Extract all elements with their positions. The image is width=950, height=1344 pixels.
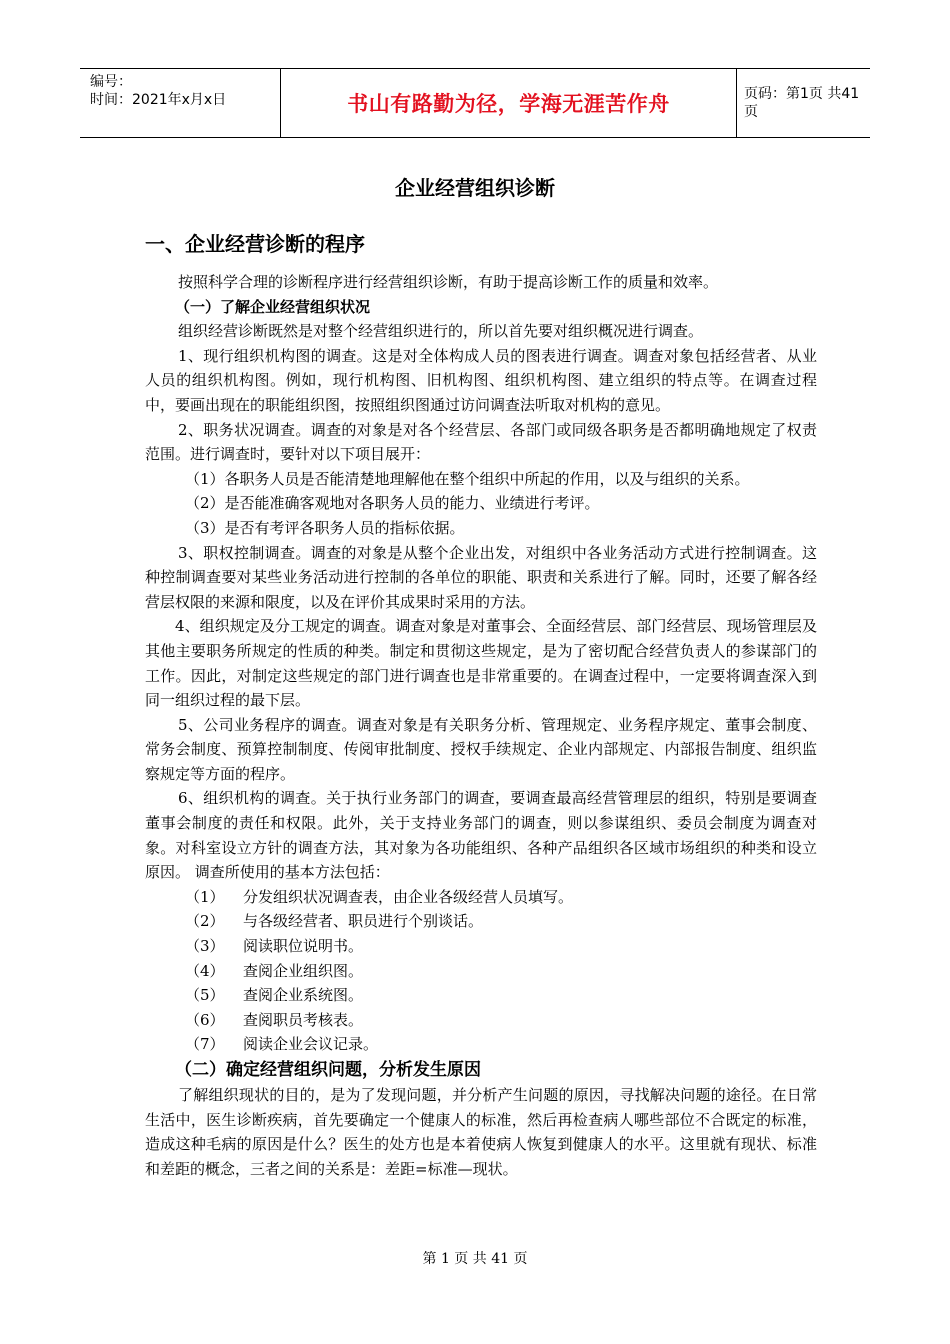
method-text: 查阅企业组织图。 (243, 961, 364, 980)
method-text: 与各级经营者、职员进行个别谈话。 (243, 912, 484, 931)
method-item (145, 909, 817, 934)
paragraph: 了解组织现状的目的，是为了发现问题，并分析产生问题的原因，寻找解决问题的途径。在日常生活中，医生诊断疾病，首先要确定一个健康人的标准，然后再检查病人哪些部位不合既定的标准，造成这种毛病的原因是什么？医生的处方也是本着使病人恢复到健康人的水平。这里就有现状、标准和差距的概念，三者之间的关系是：差距=标准—现状。 (145, 1086, 817, 1178)
method-item (145, 983, 817, 1008)
paragraph: 3、职权控制调查。调查的对象是从整个企业出发，对组织中各业务活动方式进行控制调查。这种控制调查要对某些业务活动进行控制的各单位的职能、职责和关系进行了解。同时，还要了解各经营层权限的来源和限度，以及在评价其成果时采用的方法。 (145, 543, 817, 611)
method-number: （1） (185, 887, 225, 906)
paragraph: 2、职务状况调查。调查的对象是对各个经营层、各部门或同级各职务是否都明确地规定了权责范围。进行调查时，要针对以下项目展开： (145, 420, 817, 464)
method-number: （4） (185, 961, 225, 980)
method-number: （3） (185, 937, 225, 956)
paragraph: 5、公司业务程序的调查。调查对象是有关职务分析、管理规定、业务程序规定、董事会制度、常务会制度、预算控制制度、传阅审批制度、授权手续规定、企业内部规定、内部报告制度、组织监察规定等方面的程序。 (145, 715, 817, 783)
subsection-heading: （一）了解企业经营组织状况 (175, 297, 371, 316)
paragraph: 组织经营诊断既然是对整个经营组织进行的，所以首先要对组织概况进行调查。 (178, 322, 704, 341)
header-meta-cell (80, 69, 280, 137)
method-item (145, 885, 817, 910)
method-item (145, 959, 817, 984)
intro-paragraph: 按照科学合理的诊断程序进行经营组织诊断，有助于提高诊断工作的质量和效率。 (178, 273, 719, 291)
motto-text: 书山有路勤为径，学海无涯苦作舟 (347, 92, 670, 116)
method-text: 阅读职位说明书。 (243, 937, 364, 956)
method-number: （7） (185, 1035, 225, 1054)
paragraph: 4、组织规定及分工规定的调查。调查对象是对董事会、全面经营层、部门经营层、现场管理层及其他主要职务所规定的性质的种类。制定和贯彻这些规定，是为了密切配合经营负责人的参谋部门的工作。因此，对制定这些规定的部门进行调查也是非常重要的。在调查过程中，一定要将调查深入到同一组织过程的最下层。 (145, 617, 817, 710)
method-item (145, 934, 817, 959)
page-footer: 第 1 页 共 41 页 (422, 1251, 528, 1267)
method-number: （2） (185, 912, 225, 931)
method-text: 阅读企业会议记录。 (243, 1035, 379, 1054)
method-number: （5） (185, 986, 225, 1005)
list-item: （3）是否有考评各职务人员的指标依据。 (185, 518, 465, 537)
subsection-heading: （二）确定经营组织问题，分析发生原因 (175, 1060, 481, 1080)
method-item (145, 1008, 817, 1033)
method-item (145, 1032, 817, 1057)
section-heading: 一、企业经营诊断的程序 (145, 232, 365, 256)
paragraph: 6、组织机构的调查。关于执行业务部门的调查，要调查最高经营管理层的组织，特别是要调查董事会制度的责任和权限。此外，关于支持业务部门的调查，则以参谋组织、委员会制度为调查对象。对科室设立方针的调查方法，其对象为各功能组织、各种产品组织各区域市场组织的种类和设立原因。 调查所使用的基本方法包括： (145, 789, 817, 882)
doc-time-label: 时间：2021年x月x日 (90, 92, 227, 108)
header-motto-cell (280, 69, 737, 137)
method-text: 查阅职员考核表。 (243, 1010, 364, 1029)
doc-number-label: 编号： (90, 74, 132, 90)
method-text: 查阅企业系统图。 (243, 986, 364, 1005)
list-item: （2）是否能准确客观地对各职务人员的能力、业绩进行考评。 (185, 494, 600, 513)
document-title: 企业经营组织诊断 (395, 176, 555, 200)
header-table (80, 68, 870, 138)
page-number-label: 页码：第1页 共41页 (744, 86, 860, 120)
method-number: （6） (185, 1010, 225, 1029)
list-item: （1）各职务人员是否能清楚地理解他在整个组织中所起的作用，以及与组织的关系。 (185, 469, 750, 488)
method-text: 分发组织状况调查表，由企业各级经营人员填写。 (243, 887, 574, 906)
paragraph: 1、现行组织机构图的调查。这是对全体构成人员的图表进行调查。调查对象包括经营者、从业人员的组织机构图。例如，现行机构图、旧机构图、组织机构图、建立组织的特点等。在调查过程中，要画出现在的职能组织图，按照组织图通过访问调查法听取对机构的意见。 (145, 346, 817, 414)
document-body (145, 270, 817, 1181)
header-page-cell (736, 69, 870, 137)
